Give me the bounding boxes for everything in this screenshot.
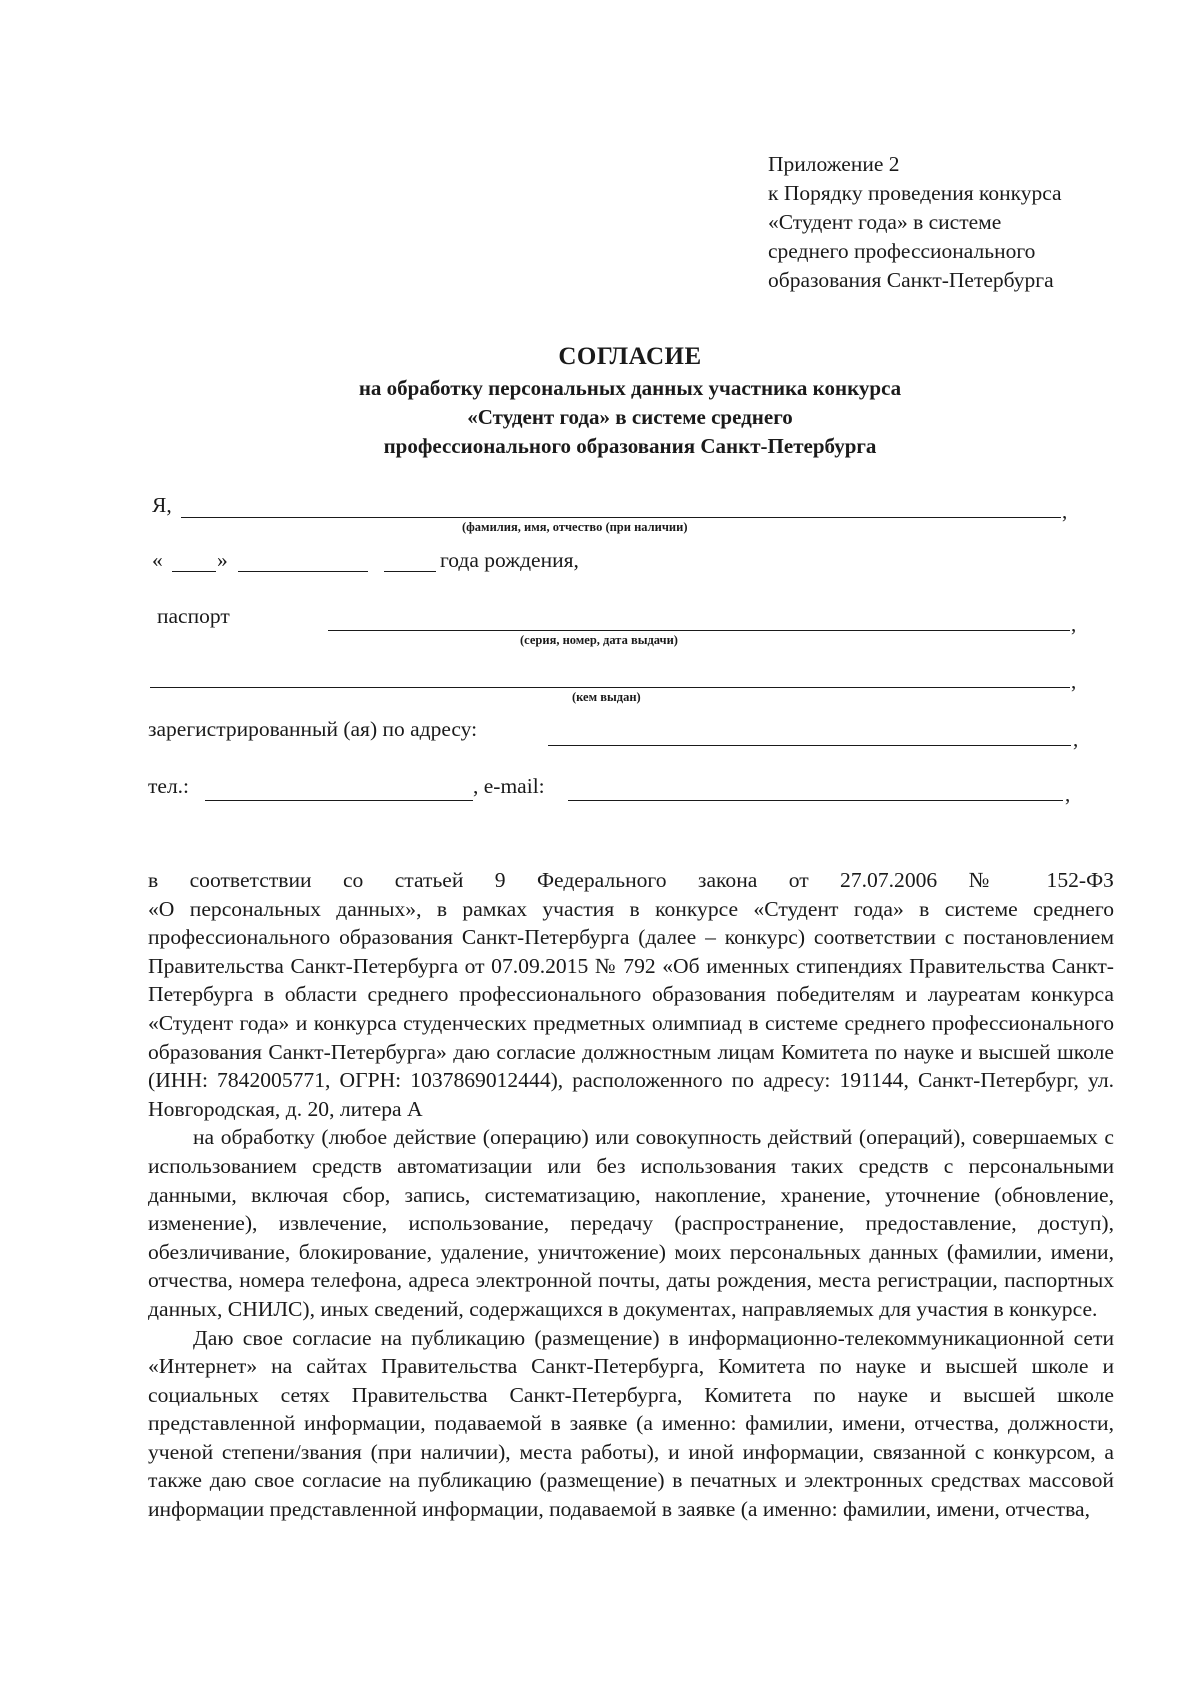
comma: , [1071,669,1077,693]
issued-by-field[interactable] [150,687,1070,688]
title-subline: «Студент года» в системе среднего [467,405,793,429]
passport-label: паспорт [157,604,230,628]
birth-open-quote: « [152,548,163,572]
title-subline: на обработку персональных данных участника конкурса [358,376,902,400]
fio-hint: (фамилия, имя, отчество (при наличии) [462,520,688,534]
document-title [0,340,1200,461]
appendix-header [768,150,1062,295]
email-field[interactable] [568,800,1063,801]
comma: , [1065,782,1071,806]
birth-label: года рождения, [440,548,579,572]
birth-month-field[interactable] [238,571,368,572]
title-subline: профессионального образования Санкт-Петербурга [383,434,877,458]
appendix-line: Приложение 2 [768,152,900,176]
birth-year-field[interactable] [384,571,436,572]
appendix-line: «Студент года» в системе [768,210,1002,234]
email-label: , e-mail: [473,774,545,798]
paragraph-2: на обработку (любое действие (операцию) или совокупность действий (операций), совершаемых с использованием средств автоматизации или без использования таких средств с персональными данными, включая сбор, запись, систематизацию, накопление, хранение, уточнение (обновление, изменение), извлечение, использование, передачу (распространение, предоставление, доступ), обезличивание, блокирование, удаление, уничтожение) моих персональных данных (фамилии, имени, отчества, номера телефона, адреса электронной почты, даты рождения, места регистрации, паспортных данных, СНИЛС), иных сведений, содержащихся в документах, направляемых для участия в конкурсе. [148,1125,1114,1321]
appendix-line: среднего профессионального [768,239,1036,263]
paragraph-1: «О персональных данных», в рамках участия в конкурсе «Студент года» в системе среднего профессионального образования Санкт-Петербурга (далее – конкурс) соответствии с постановлением Правительства Санкт-Петербурга от 07.09.2015 № 792 «Об именных стипендиях Правительства Санкт-Петербурга в области среднего профессионального образования победителям и лауреатам конкурса «Студент года» и конкурса студенческих предметных олимпиад в системе среднего профессионального образования Санкт-Петербурга» даю согласие должностным лицам Комитета по науке и высшей школе (ИНН: 7842005771, ОГРН: 1037869012444), расположенного по адресу: 191144, Санкт-Петербург, ул. Новгородская, д. 20, литера А [148,896,1114,1121]
title-main: СОГЛАСИЕ [558,343,702,370]
address-label: зарегистрированный (ая) по адресу: [148,717,478,741]
comma: , [1062,499,1068,523]
birth-day-field[interactable] [172,571,216,572]
i-label: Я, [152,493,172,517]
address-field[interactable] [548,745,1071,746]
issued-hint: (кем выдан) [572,690,641,704]
birth-close-quote: » [217,548,228,572]
appendix-line: образования Санкт-Петербурга [768,268,1054,292]
fio-field[interactable] [181,517,1061,518]
consent-body [148,866,1114,1524]
comma: , [1071,612,1077,636]
passport-hint: (серия, номер, дата выдачи) [520,633,678,647]
paragraph-1-line-1: в соответствии со статьей 9 Федерального закона от 27.07.2006 № 152-ФЗ [148,868,1114,892]
comma: , [1073,727,1079,751]
phone-label: тел.: [148,774,190,798]
appendix-line: к Порядку проведения конкурса [768,181,1062,205]
paragraph-3: Даю свое согласие на публикацию (размещение) в информационно-телекоммуникационной сети «Интернет» на сайтах Правительства Санкт-Петербурга, Комитета по науке и высшей школе и социальных сетях Правительства Санкт-Петербурга, Комитета по науке и высшей школе представленной информации, подаваемой в заявке (а именно: фамилии, имени, отчества, должности, ученой степени/звания (при наличии), места работы), и иной информации, связанной с конкурсом, а также даю свое согласие на публикацию (размещение) в печатных и электронных средствах массовой информации представленной информации, подаваемой в заявке (а именно: фамилии, имени, отчества, [148,1325,1114,1522]
passport-field[interactable] [328,630,1070,631]
phone-field[interactable] [205,800,473,801]
